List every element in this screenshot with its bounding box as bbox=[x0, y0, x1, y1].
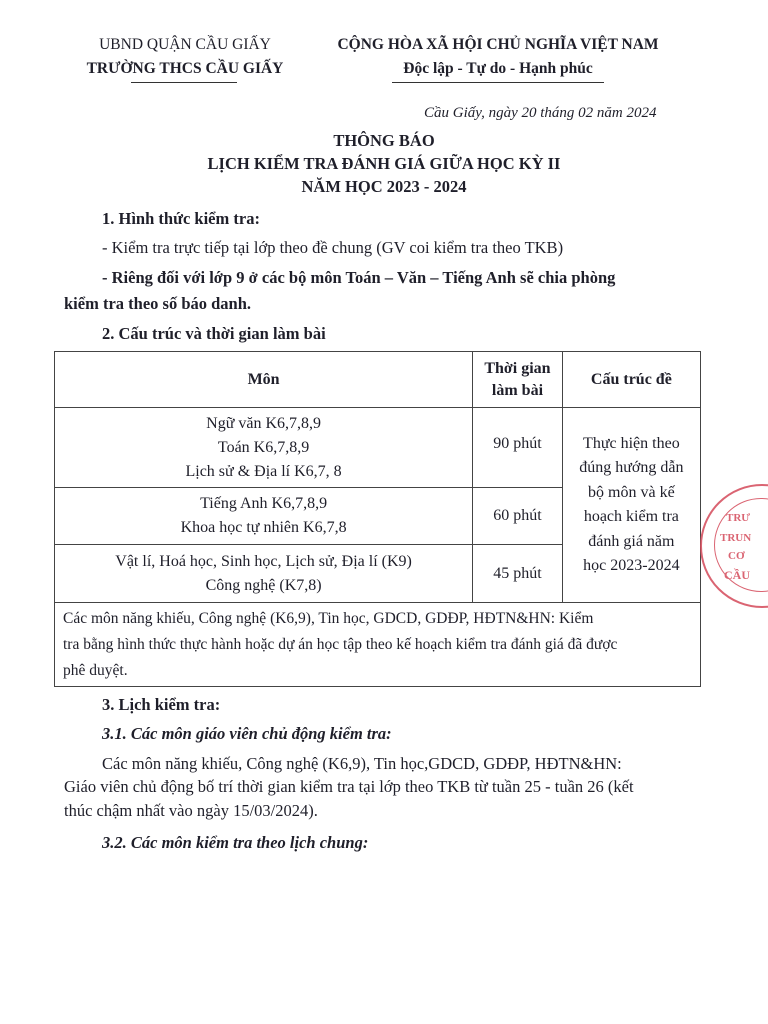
stamp-text: CƠ bbox=[728, 550, 745, 562]
subject-item: Công nghệ (K7,8) bbox=[205, 576, 322, 594]
group1-subjects bbox=[55, 408, 473, 488]
note-line: phê duyệt. bbox=[63, 661, 128, 679]
structure-line: hoạch kiểm tra bbox=[583, 508, 679, 525]
subject-item: Tiếng Anh K6,7,8,9 bbox=[200, 495, 328, 512]
group2-time: 60 phút bbox=[473, 488, 563, 545]
section1-item2-line2: kiểm tra theo số báo danh. bbox=[64, 294, 252, 313]
group1-time: 90 phút bbox=[473, 408, 563, 488]
stamp-text: TRƯ bbox=[726, 512, 751, 524]
structure-line: đánh giá năm bbox=[588, 532, 675, 550]
motto-underline bbox=[392, 82, 604, 83]
table-note bbox=[55, 603, 701, 687]
subject-item: Ngữ văn K6,7,8,9 bbox=[206, 414, 322, 432]
doc-school-year: NĂM HỌC 2023 - 2024 bbox=[301, 177, 467, 196]
stamp-text: CẦU bbox=[724, 568, 750, 582]
structure-line: đúng hướng dẫn bbox=[579, 459, 684, 476]
subject-item: Khoa học tự nhiên K6,7,8 bbox=[180, 519, 347, 536]
doc-subtitle: LỊCH KIỂM TRA ĐÁNH GIÁ GIỮA HỌC KỲ II bbox=[207, 154, 561, 173]
date-line: Cầu Giấy, ngày 20 tháng 02 năm 2024 bbox=[424, 105, 657, 121]
authority-name: UBND QUẬN CẦU GIẤY bbox=[99, 36, 271, 53]
subject-item: Toán K6,7,8,9 bbox=[217, 438, 310, 456]
school-name: TRƯỜNG THCS CẦU GIẤY bbox=[86, 60, 284, 77]
group3-time: 45 phút bbox=[473, 545, 563, 603]
section1-heading: 1. Hình thức kiểm tra: bbox=[102, 209, 260, 228]
section1-item1: - Kiểm tra trực tiếp tại lớp theo đề chung (GV coi kiểm tra theo TKB) bbox=[102, 238, 564, 257]
doc-title: THÔNG BÁO bbox=[333, 131, 435, 150]
structure-cell bbox=[562, 408, 700, 603]
section3-heading: 3. Lịch kiểm tra: bbox=[102, 695, 221, 714]
country-name: CỘNG HÒA XÃ HỘI CHỦ NGHĨA VIỆT NAM bbox=[337, 36, 659, 53]
header-subject: Môn bbox=[55, 352, 473, 408]
schedule-table bbox=[54, 351, 701, 687]
section3-sub1-line3: thúc chậm nhất vào ngày 15/03/2024). bbox=[64, 801, 318, 820]
section3-sub2-heading: 3.2. Các môn kiểm tra theo lịch chung: bbox=[102, 833, 369, 852]
section3-sub1-line2: Giáo viên chủ động bố trí thời gian kiểm tra tại lớp theo TKB từ tuần 25 - tuần 26 (kết bbox=[64, 777, 634, 796]
structure-line: bộ môn và kế bbox=[588, 483, 675, 501]
school-stamp bbox=[700, 484, 768, 608]
national-motto: Độc lập - Tự do - Hạnh phúc bbox=[403, 60, 593, 77]
stamp-text: TRUN bbox=[720, 532, 752, 544]
header-time-line2: làm bài bbox=[491, 381, 544, 399]
section1-item2-line1: - Riêng đối với lớp 9 ở các bộ môn Toán – Văn – Tiếng Anh sẽ chia phòng bbox=[102, 268, 616, 287]
header-time-line1: Thời gian bbox=[484, 359, 551, 377]
group2-subjects bbox=[55, 488, 473, 545]
note-line: Các môn năng khiếu, Công nghệ (K6,9), Tin học, GDCD, GDĐP, HĐTN&HN: Kiểm bbox=[63, 609, 594, 627]
structure-line: học 2023-2024 bbox=[583, 557, 680, 574]
structure-line: Thực hiện theo bbox=[583, 434, 680, 452]
note-line: tra bằng hình thức thực hành hoặc dự án học tập theo kế hoạch kiểm tra đánh giá đã được bbox=[63, 635, 618, 653]
subject-item: Vật lí, Hoá học, Sinh học, Lịch sử, Địa lí (K9) bbox=[115, 552, 412, 570]
subject-item: Lịch sử & Địa lí K6,7, 8 bbox=[185, 462, 342, 480]
section3-sub1-heading: 3.1. Các môn giáo viên chủ động kiểm tra: bbox=[102, 724, 392, 743]
header-time bbox=[473, 352, 563, 408]
section2-heading: 2. Cấu trúc và thời gian làm bài bbox=[102, 324, 326, 343]
school-underline bbox=[131, 82, 237, 83]
group3-subjects bbox=[55, 545, 473, 603]
section3-sub1-line1: Các môn năng khiếu, Công nghệ (K6,9), Tin học,GDCD, GDĐP, HĐTN&HN: bbox=[102, 754, 622, 773]
header-structure: Cấu trúc đề bbox=[562, 352, 700, 408]
